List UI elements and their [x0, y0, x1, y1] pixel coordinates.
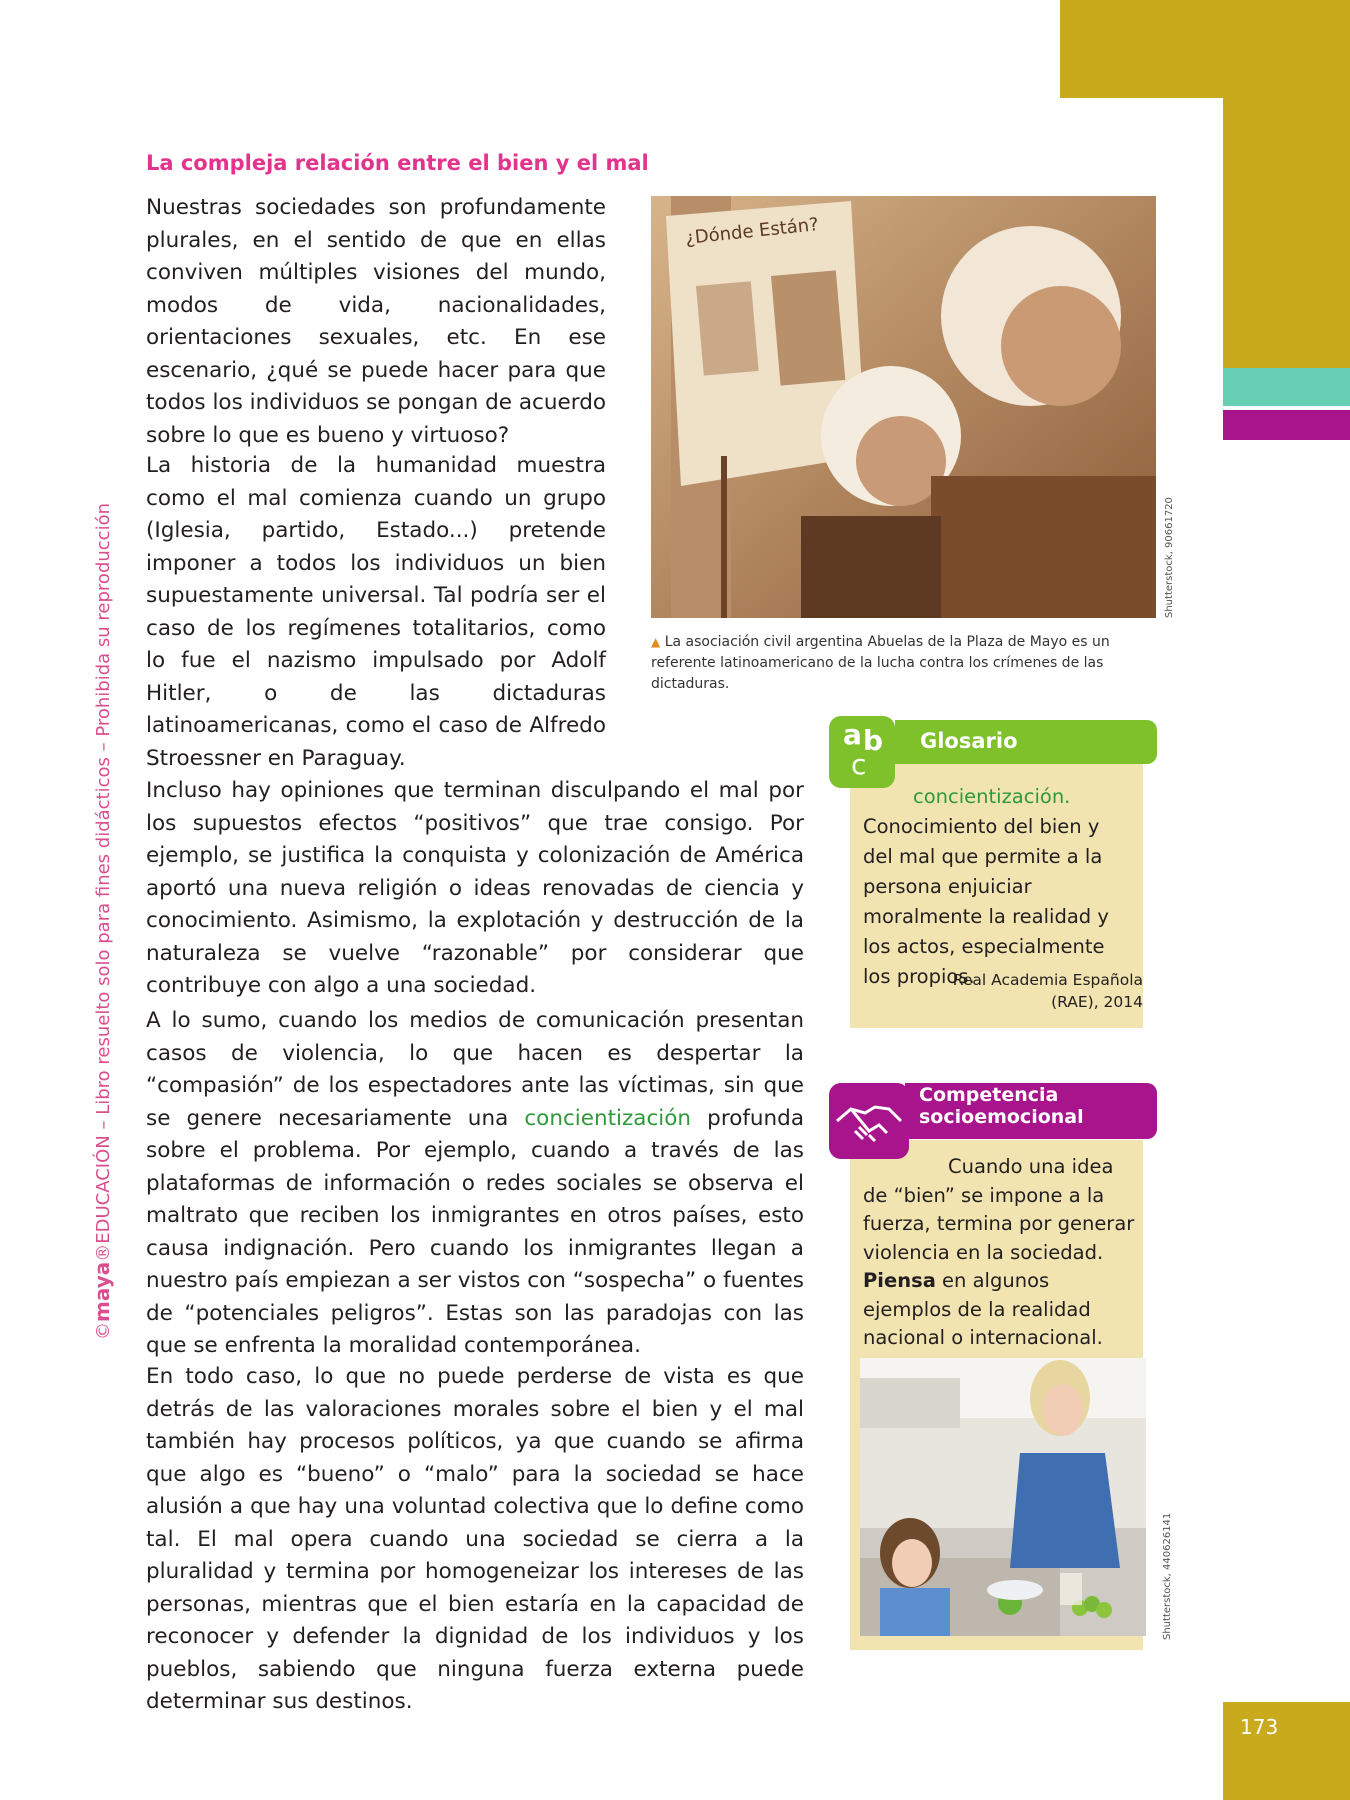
competencia-title: [919, 1084, 1084, 1128]
glossary-keyword[interactable]: concientización: [524, 1105, 692, 1131]
paragraph-3: Incluso hay opiniones que terminan disculpando el mal por los supuestos efectos “positivos” que trae consigo. Por ejemplo, se justifica la conquista y colonización de América aportó una nueva religión o ideas renovadas de ciencia y conocimiento. Asimismo, la explotación y destrucción de la naturaleza se vuelve “razonable” por considerar que contribuye con algo a una sociedad.: [146, 778, 804, 998]
handshake-icon: [829, 1083, 909, 1159]
competencia-text-1: Cuando una idea de “bien” se impone a la fuerza, termina por generar violencia en la sociedad.: [863, 1155, 1135, 1264]
glossary-source-line2: (RAE), 2014: [1051, 993, 1143, 1011]
paragraph-4: [146, 1005, 804, 1363]
brand-name: maya: [90, 1261, 114, 1322]
glossary-text: [863, 782, 1135, 992]
glossary-term: concientización.: [913, 785, 1071, 808]
caption-text: La asociación civil argentina Abuelas de la Plaza de Mayo es un referente latinoamericano de la lucha contra los crímenes de las dictaduras.: [651, 634, 1110, 692]
photo1-caption: [651, 632, 1156, 695]
competencia-title-line1: Competencia: [919, 1084, 1059, 1106]
section-heading: La compleja relación entre el bien y el mal: [146, 151, 649, 175]
photo1-credit: Shutterstock, 90661720: [1164, 497, 1175, 618]
paragraph-4-start: A lo sumo, cuando los medios de comunicación presentan casos de violencia, lo que hacen es despertar la “compasión” de los espectadores ante las víctimas, sin que se genere necesariamente una: [146, 1008, 804, 1131]
vertical-copyright: [90, 503, 114, 1340]
paragraph-5: En todo caso, lo que no puede perderse de vista es que detrás de las valoraciones morales sobre el bien y el mal también hay procesos políticos, ya que cuando se afirma que algo es “bueno” o “malo” para la sociedad se hace alusión a que hay una voluntad colectiva que lo define como tal. El mal opera cuando una sociedad se cierra a la pluralidad y termina por homogeneizar los intereses de las personas, mientras que el bien estaría en la capacidad de reconocer y defender la dignidad de los individuos y los pueblos, sabiendo que ninguna fuerza externa puede determinar sus destinos.: [146, 1364, 804, 1714]
triangle-icon: ▲: [651, 635, 661, 649]
competencia-bold: Piensa: [863, 1269, 936, 1292]
top-gold-band: [1060, 0, 1350, 98]
paragraph-1: Nuestras sociedades son profundamente plurales, en el sentido de que en ellas conviven múltiples visiones del mundo, modos de vida, nacionalidades, orientaciones sexuales, etc. En ese escenario, ¿qué se puede hacer para que todos los individuos se pongan de acuerdo sobre lo que es bueno y virtuoso?: [146, 195, 606, 448]
competencia-text-2: en algunos ejemplos de la realidad nacional o internacional.: [863, 1269, 1103, 1349]
page-number: 173: [1240, 1715, 1279, 1739]
glossary-title: Glosario: [920, 729, 1018, 753]
magenta-strip: [1223, 410, 1350, 440]
photo-abuelas-plaza-de-mayo: [651, 196, 1156, 618]
registered-symbol: ®: [93, 1243, 114, 1262]
right-gold-band: [1223, 98, 1350, 388]
sign-text: ¿Dónde Están?: [684, 214, 820, 249]
photo2-credit: Shutterstock, 440626141: [1162, 1512, 1173, 1640]
paragraph-2: La historia de la humanidad muestra como el mal comienza cuando un grupo (Iglesia, partido, Estado...) pretende imponer a todos los individuos un bien supuestamente universal. Tal podría ser el caso de los regímenes totalitarios, como lo fue el nazismo impulsado por Adolf Hitler, o de las dictaduras latinoamericanas, como el caso de Alfredo Stroessner en Paraguay.: [146, 453, 606, 771]
copyright-symbol: ©: [93, 1322, 114, 1340]
abc-icon: a b c: [829, 716, 895, 788]
paragraph-4-end: profunda sobre el problema. Por ejemplo, cuando a través de las plataformas de información o redes sociales se observa el maltrato que reciben los inmigrantes en otros países, esto causa indignación. Pero cuando los inmigrantes llegan a nuestro país empiezan a ser vistos con “sospecha” o fuentes de “potenciales peligros”. Estas son las paradojas con las que se enfrenta la moralidad contemporánea.: [146, 1105, 804, 1358]
teal-strip: [1223, 368, 1350, 406]
competencia-text: [863, 1153, 1135, 1353]
glossary-source-line1: Real Academia Española: [952, 971, 1143, 989]
copyright-text: EDUCACIÓN – Libro resuelto solo para fines didácticos – Prohibida su reproducción: [93, 503, 114, 1244]
glossary-definition: Conocimiento del bien y del mal que permite a la persona enjuiciar moralmente la realidad y los actos, especialmente los propios.: [863, 815, 1109, 988]
photo-mother-child-kitchen: [860, 1358, 1146, 1636]
competencia-title-line2: socioemocional: [919, 1106, 1084, 1128]
glossary-source: [930, 969, 1143, 1013]
